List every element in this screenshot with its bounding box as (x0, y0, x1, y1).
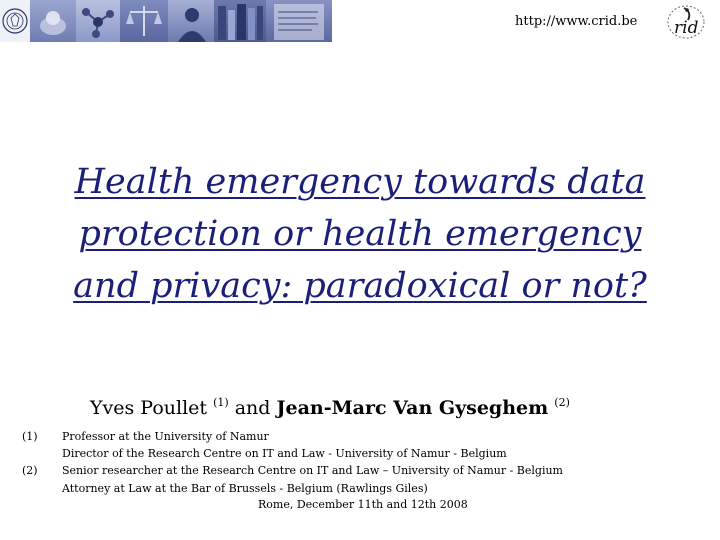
author-1-ref: (1) (213, 396, 229, 409)
crid-logo-icon (660, 2, 710, 42)
photo-books-icon (214, 0, 266, 42)
note-1-line-1: Professor at the University of Namur (62, 430, 269, 443)
author-2-name: Jean-Marc Van Gyseghem (276, 397, 549, 419)
title-line-1: Health emergency towards data (74, 162, 646, 202)
title-line-2: protection or health emergency (78, 214, 642, 254)
author-1-name: Yves Poullet (90, 397, 208, 419)
photo-person-icon (168, 0, 214, 42)
title-line-3: and privacy: paradoxical or not? (73, 266, 647, 306)
photo-document-icon (266, 0, 332, 42)
note-2-line-2: Attorney at Law at the Bar of Brussels - Belgium (Rawlings Giles) (62, 482, 428, 495)
header-banner (0, 0, 332, 42)
authors-line (90, 396, 570, 419)
photo-hand-icon (30, 0, 76, 42)
authors-conjunction: and (234, 397, 271, 419)
svg-text:rid: rid (674, 18, 699, 38)
venue-date: Rome, December 11th and 12th 2008 (258, 498, 468, 511)
header-url[interactable]: http://www.crid.be (515, 14, 638, 29)
slide-title (40, 156, 680, 312)
photo-molecule-icon (76, 0, 120, 42)
note-1-line-2: Director of the Research Centre on IT and Law - University of Namur - Belgium (62, 447, 507, 460)
seal-icon (0, 0, 30, 42)
photo-scale-icon (120, 0, 168, 42)
note-2-number: (2) (22, 464, 38, 477)
note-2-line-1: Senior researcher at the Research Centre on IT and Law – University of Namur - Belgium (62, 464, 563, 477)
author-2-ref: (2) (554, 396, 570, 409)
note-1-number: (1) (22, 430, 38, 443)
